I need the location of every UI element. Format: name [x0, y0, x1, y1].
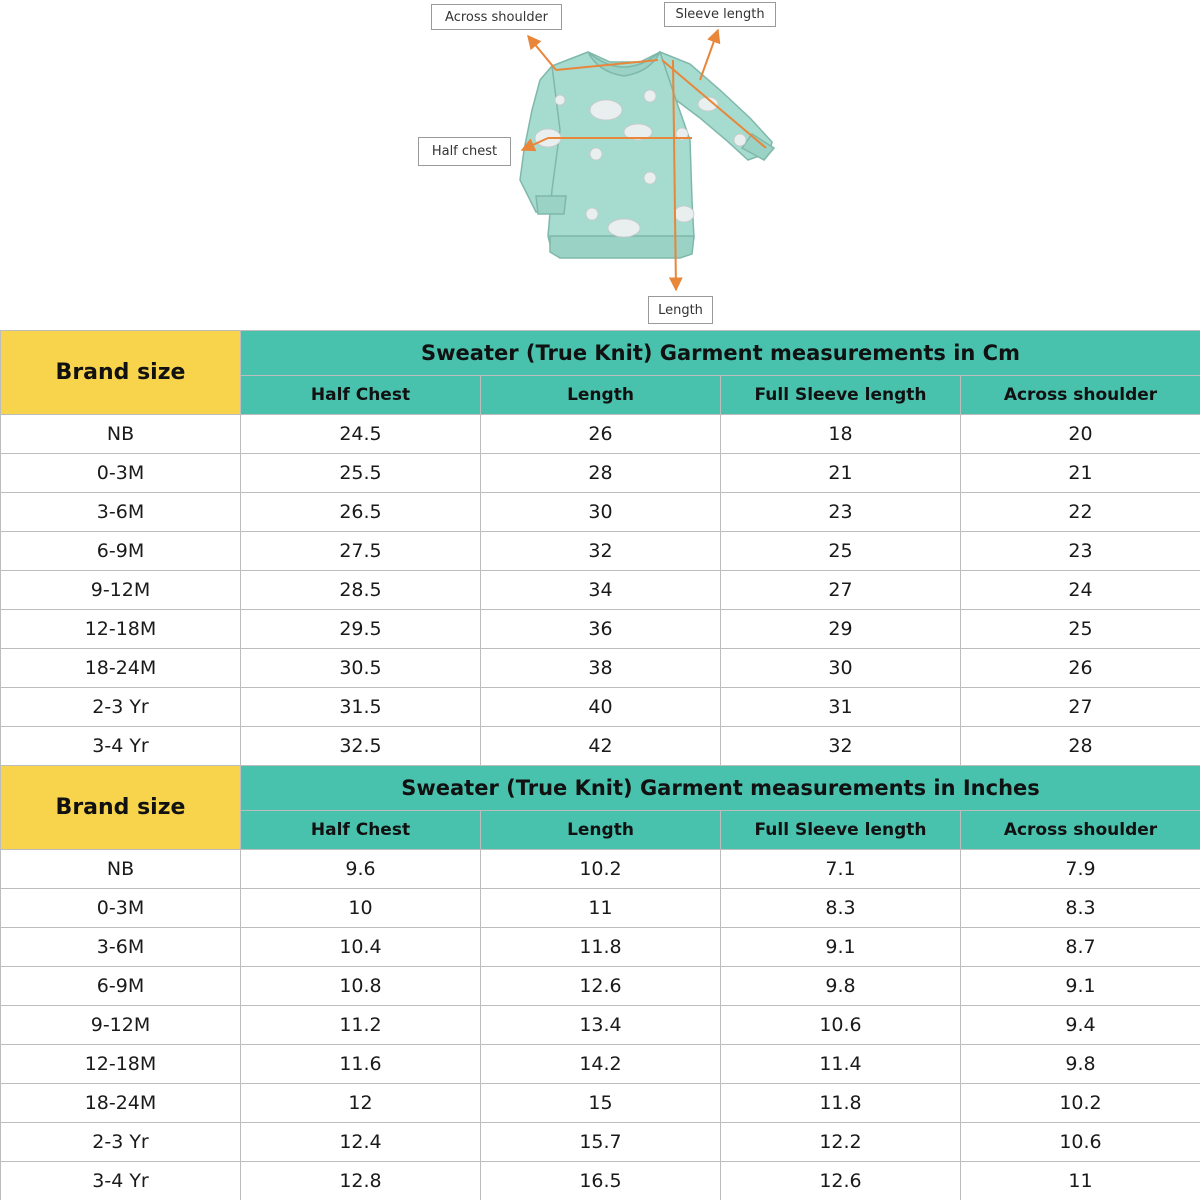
table-row [1, 649, 1200, 688]
full-sleeve-length-cell: 12.2 [721, 1123, 961, 1162]
length-cell: 28 [481, 454, 721, 493]
brand-size-cell: NB [1, 415, 241, 454]
half-chest-cell: 24.5 [241, 415, 481, 454]
table-row [1, 415, 1200, 454]
length-cell: 40 [481, 688, 721, 727]
length-cell: 16.5 [481, 1162, 721, 1200]
length-cell: 14.2 [481, 1045, 721, 1084]
table-body [1, 415, 1200, 766]
across-shoulder-cell: 26 [961, 649, 1200, 688]
brand-size-cell: 18-24M [1, 1084, 241, 1123]
full-sleeve-length-cell: 18 [721, 415, 961, 454]
full-sleeve-length-cell: 21 [721, 454, 961, 493]
full-sleeve-length-cell: 32 [721, 727, 961, 766]
length-cell: 42 [481, 727, 721, 766]
length-cell: 30 [481, 493, 721, 532]
brand-size-header: Brand size [1, 766, 241, 850]
brand-size-cell: 3-4 Yr [1, 1162, 241, 1200]
brand-size-cell: 0-3M [1, 454, 241, 493]
half-chest-cell: 31.5 [241, 688, 481, 727]
table-title: Sweater (True Knit) Garment measurements in Inches [241, 766, 1200, 811]
full-sleeve-length-cell: 12.6 [721, 1162, 961, 1200]
across-shoulder-cell: 22 [961, 493, 1200, 532]
across-shoulder-cell: 10.2 [961, 1084, 1200, 1123]
length-cell: 13.4 [481, 1006, 721, 1045]
across-shoulder-cell: 24 [961, 571, 1200, 610]
half-chest-cell: 12.8 [241, 1162, 481, 1200]
table-row [1, 610, 1200, 649]
across-shoulder-cell: 28 [961, 727, 1200, 766]
size-table-cm [0, 330, 1200, 766]
length-label: Length [648, 296, 713, 324]
across-shoulder-cell: 8.3 [961, 889, 1200, 928]
table-row [1, 850, 1200, 889]
half-chest-cell: 11.6 [241, 1045, 481, 1084]
column-header-half-chest: Half Chest [241, 811, 481, 850]
column-header-length: Length [481, 376, 721, 415]
table-row [1, 727, 1200, 766]
table-row [1, 889, 1200, 928]
half-chest-cell: 25.5 [241, 454, 481, 493]
half-chest-cell: 12 [241, 1084, 481, 1123]
sleeve-length-label: Sleeve length [664, 2, 776, 27]
half-chest-cell: 11.2 [241, 1006, 481, 1045]
length-cell: 11.8 [481, 928, 721, 967]
table-row [1, 532, 1200, 571]
half-chest-cell: 9.6 [241, 850, 481, 889]
brand-size-cell: 6-9M [1, 967, 241, 1006]
table-row [1, 967, 1200, 1006]
table-row [1, 571, 1200, 610]
full-sleeve-length-cell: 9.1 [721, 928, 961, 967]
full-sleeve-length-cell: 7.1 [721, 850, 961, 889]
size-table-inches [0, 765, 1200, 1200]
across-shoulder-cell: 8.7 [961, 928, 1200, 967]
half-chest-cell: 32.5 [241, 727, 481, 766]
sweater-body [520, 52, 774, 258]
table-row [1, 1162, 1200, 1200]
half-chest-cell: 27.5 [241, 532, 481, 571]
brand-size-cell: 2-3 Yr [1, 688, 241, 727]
size-diagram [0, 0, 1200, 330]
full-sleeve-length-cell: 27 [721, 571, 961, 610]
across-shoulder-cell: 25 [961, 610, 1200, 649]
half-chest-cell: 12.4 [241, 1123, 481, 1162]
length-cell: 32 [481, 532, 721, 571]
across-shoulder-cell: 11 [961, 1162, 1200, 1200]
length-cell: 12.6 [481, 967, 721, 1006]
table-title: Sweater (True Knit) Garment measurements in Cm [241, 331, 1200, 376]
full-sleeve-length-cell: 30 [721, 649, 961, 688]
length-cell: 36 [481, 610, 721, 649]
across-shoulder-cell: 9.8 [961, 1045, 1200, 1084]
across-shoulder-cell: 10.6 [961, 1123, 1200, 1162]
half-chest-cell: 10.4 [241, 928, 481, 967]
half-chest-cell: 28.5 [241, 571, 481, 610]
across-shoulder-cell: 9.1 [961, 967, 1200, 1006]
across-shoulder-cell: 27 [961, 688, 1200, 727]
full-sleeve-length-cell: 23 [721, 493, 961, 532]
half-chest-label: Half chest [418, 137, 511, 166]
table-row [1, 688, 1200, 727]
length-cell: 15 [481, 1084, 721, 1123]
table-row [1, 454, 1200, 493]
column-header-full-sleeve-length: Full Sleeve length [721, 376, 961, 415]
brand-size-cell: 0-3M [1, 889, 241, 928]
brand-size-cell: 3-6M [1, 928, 241, 967]
brand-size-cell: 3-4 Yr [1, 727, 241, 766]
full-sleeve-length-cell: 8.3 [721, 889, 961, 928]
half-chest-cell: 10.8 [241, 967, 481, 1006]
half-chest-cell: 29.5 [241, 610, 481, 649]
brand-size-cell: 18-24M [1, 649, 241, 688]
brand-size-cell: 9-12M [1, 1006, 241, 1045]
table-row [1, 1006, 1200, 1045]
full-sleeve-length-cell: 10.6 [721, 1006, 961, 1045]
across-shoulder-cell: 23 [961, 532, 1200, 571]
across-shoulder-label: Across shoulder [431, 4, 562, 30]
brand-size-cell: 6-9M [1, 532, 241, 571]
column-header-half-chest: Half Chest [241, 376, 481, 415]
column-header-full-sleeve-length: Full Sleeve length [721, 811, 961, 850]
column-header-across-shoulder: Across shoulder [961, 811, 1200, 850]
brand-size-cell: 12-18M [1, 610, 241, 649]
length-cell: 10.2 [481, 850, 721, 889]
table-row [1, 1045, 1200, 1084]
full-sleeve-length-cell: 29 [721, 610, 961, 649]
brand-size-header: Brand size [1, 331, 241, 415]
column-header-across-shoulder: Across shoulder [961, 376, 1200, 415]
table-row [1, 1084, 1200, 1123]
brand-size-cell: NB [1, 850, 241, 889]
full-sleeve-length-cell: 25 [721, 532, 961, 571]
full-sleeve-length-cell: 31 [721, 688, 961, 727]
full-sleeve-length-cell: 11.4 [721, 1045, 961, 1084]
half-chest-cell: 30.5 [241, 649, 481, 688]
across-shoulder-cell: 21 [961, 454, 1200, 493]
length-cell: 38 [481, 649, 721, 688]
length-cell: 26 [481, 415, 721, 454]
length-cell: 34 [481, 571, 721, 610]
length-cell: 15.7 [481, 1123, 721, 1162]
table-body [1, 850, 1200, 1200]
full-sleeve-length-cell: 9.8 [721, 967, 961, 1006]
table-row [1, 1123, 1200, 1162]
sweater-illustration [0, 0, 1200, 330]
column-header-length: Length [481, 811, 721, 850]
half-chest-cell: 26.5 [241, 493, 481, 532]
across-shoulder-cell: 7.9 [961, 850, 1200, 889]
half-chest-cell: 10 [241, 889, 481, 928]
brand-size-cell: 2-3 Yr [1, 1123, 241, 1162]
length-cell: 11 [481, 889, 721, 928]
table-row [1, 928, 1200, 967]
across-shoulder-cell: 20 [961, 415, 1200, 454]
across-shoulder-cell: 9.4 [961, 1006, 1200, 1045]
full-sleeve-length-cell: 11.8 [721, 1084, 961, 1123]
brand-size-cell: 12-18M [1, 1045, 241, 1084]
table-row [1, 493, 1200, 532]
brand-size-cell: 3-6M [1, 493, 241, 532]
brand-size-cell: 9-12M [1, 571, 241, 610]
